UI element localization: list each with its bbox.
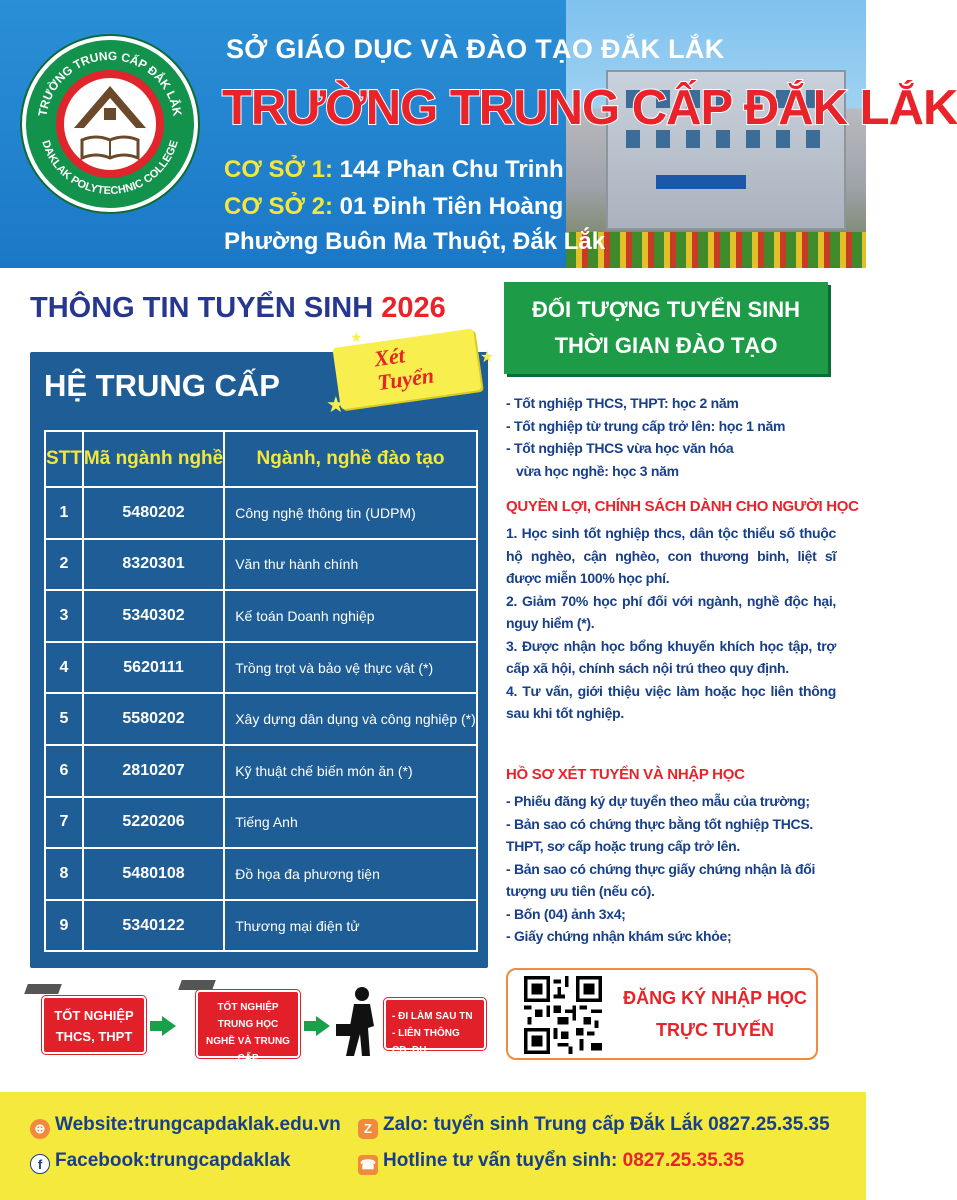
hotline-line[interactable] [358, 1150, 744, 1175]
table-row [45, 900, 477, 952]
arrow-right-icon [316, 1016, 330, 1036]
col-code: Mã ngành nghề [83, 431, 224, 487]
benefit-item: 3. Được nhận học bổng khuyến khích học tập, trợ cấp xã hội, chính sách nội trú theo quy định. [506, 637, 836, 676]
documents-list [506, 790, 836, 948]
businessman-icon [334, 986, 384, 1058]
graduation-cap-icon [24, 984, 62, 994]
register-line-1: ĐĂNG KÝ NHẬP HỌC [623, 988, 807, 1008]
row-stt: 9 [45, 900, 83, 952]
department-name: SỞ GIÁO DỤC VÀ ĐÀO TẠO ĐẮK LẮK [226, 34, 725, 64]
col-major: Ngành, nghề đào tạo [224, 431, 477, 487]
admission-title [30, 292, 446, 325]
row-stt: 1 [45, 487, 83, 539]
row-code: 5340302 [83, 590, 224, 642]
register-line-2: TRỰC TUYẾN [656, 1020, 774, 1040]
row-code: 5620111 [83, 642, 224, 694]
table-header-row [45, 431, 477, 487]
globe-icon: ⊕ [30, 1119, 50, 1139]
row-code: 5480202 [83, 487, 224, 539]
school-name: TRƯỜNG TRUNG CẤP ĐẮK LẮK [222, 81, 957, 135]
footer-contact-bar [0, 1092, 866, 1200]
website-text[interactable]: Website:trungcapdaklak.edu.vn [55, 1114, 341, 1135]
hotline-number[interactable]: 0827.25.35.35 [622, 1150, 745, 1171]
duration-item: - Tốt nghiệp từ trung cấp trở lên: học 1 năm [506, 417, 786, 434]
campus-1-address: 144 Phan Chu Trinh [339, 156, 564, 183]
campus-1 [224, 156, 564, 184]
row-major: Tiếng Anh [224, 797, 477, 849]
zalo-line[interactable] [358, 1114, 830, 1139]
target-duration-box [504, 282, 828, 374]
table-row [45, 848, 477, 900]
website-line[interactable] [30, 1114, 341, 1139]
pathway-step-3-line-2: - LIÊN THÔNG CĐ, ĐH [392, 1028, 460, 1056]
row-major: Công nghệ thông tin (UDPM) [224, 487, 477, 539]
row-code: 5220206 [83, 797, 224, 849]
row-code: 8320301 [83, 539, 224, 591]
majors-table [44, 430, 478, 952]
row-stt: 8 [45, 848, 83, 900]
document-item: - Bản sao có chứng thực bằng tốt nghiệp THCS. THPT, sơ cấp hoặc trung cấp trở lên. [506, 815, 813, 854]
benefit-item: 2. Giảm 70% học phí đối với ngành, nghề độc hại, nguy hiểm (*). [506, 592, 836, 631]
duration-item: - Tốt nghiệp THCS, THPT: học 2 năm [506, 395, 739, 411]
row-stt: 7 [45, 797, 83, 849]
facebook-icon: f [30, 1154, 50, 1174]
star-icon: ★ [326, 392, 346, 417]
campus-2-label: CƠ SỞ 2: [224, 193, 333, 220]
duration-list [506, 392, 836, 482]
row-stt: 4 [45, 642, 83, 694]
campus-2 [224, 193, 563, 221]
badge-line-1: Xét [372, 342, 407, 372]
row-stt: 3 [45, 590, 83, 642]
duration-item: vừa học nghề: học 3 năm [516, 462, 679, 479]
row-stt: 2 [45, 539, 83, 591]
svg-text:TRƯỜNG TRUNG CẤP ĐẮK LẮK: TRƯỜNG TRUNG CẤP ĐẮK LẮK [35, 48, 185, 118]
table-row [45, 642, 477, 694]
row-stt: 6 [45, 745, 83, 797]
row-major: Kế toán Doanh nghiệp [224, 590, 477, 642]
row-stt: 5 [45, 693, 83, 745]
ward-address: Phường Buôn Ma Thuột, Đắk Lắk [224, 228, 606, 255]
green-box-line-2: THỜI GIAN ĐÀO TẠO [554, 333, 778, 358]
row-major: Văn thư hành chính [224, 539, 477, 591]
campus-1-label: CƠ SỞ 1: [224, 156, 333, 183]
row-major: Trồng trọt và bảo vệ thực vật (*) [224, 642, 477, 694]
star-icon: ★ [350, 329, 363, 345]
hotline-label: Hotline tư vấn tuyển sinh: [383, 1150, 618, 1171]
admission-title-text: THÔNG TIN TUYỂN SINH [30, 292, 374, 324]
school-logo [22, 36, 198, 212]
row-code: 5480108 [83, 848, 224, 900]
document-item: - Phiếu đăng ký dự tuyển theo mẫu của trường; [506, 793, 810, 809]
row-major: Đồ họa đa phương tiện [224, 848, 477, 900]
row-code: 5580202 [83, 693, 224, 745]
building-sign [656, 175, 746, 189]
table-row [45, 590, 477, 642]
graduation-cap-icon [178, 980, 216, 990]
documents-title: HỒ SƠ XÉT TUYỂN VÀ NHẬP HỌC [506, 766, 745, 783]
svg-text:DAKLAK POLYTECHNIC COLLEGE: DAKLAK POLYTECHNIC COLLEGE [39, 138, 181, 198]
table-row [45, 539, 477, 591]
row-code: 2810207 [83, 745, 224, 797]
online-register-box[interactable] [506, 968, 818, 1060]
zalo-icon: Z [358, 1119, 378, 1139]
benefit-item: 1. Học sinh tốt nghiệp thcs, dân tộc thiểu số thuộc hộ nghèo, cận nghèo, con thương binh, liệt sĩ được miễn 100% học phí. [506, 525, 836, 586]
arrow-right-icon [162, 1016, 176, 1036]
pathway-step-3-line-1: - ĐI LÀM SAU TN [392, 1011, 473, 1022]
campus-2-address: 01 Đinh Tiên Hoàng [339, 193, 564, 220]
benefit-item: 4. Tư vấn, giới thiệu việc làm hoặc học liên thông sau khi tốt nghiệp. [506, 682, 836, 721]
pathway-step-3 [384, 998, 486, 1056]
zalo-text[interactable]: Zalo: tuyển sinh Trung cấp Đắk Lắk 0827.25.35.35 [383, 1114, 830, 1135]
admission-year: 2026 [381, 292, 446, 324]
row-major: Kỹ thuật chế biến món ăn (*) [224, 745, 477, 797]
duration-item: - Tốt nghiệp THCS vừa học văn hóa [506, 440, 734, 456]
facebook-line[interactable] [30, 1150, 290, 1174]
row-major: Thương mại điện tử [224, 900, 477, 952]
green-box-line-1: ĐỐI TƯỢNG TUYỂN SINH [531, 297, 801, 322]
star-icon: ★ [480, 349, 495, 366]
pathway-step-2: TỐT NGHIỆP TRUNG HỌC NGHỀ VÀ TRUNG CẤP [196, 990, 300, 1058]
table-row [45, 487, 477, 539]
row-major: Xây dựng dân dụng và công nghiệp (*) [224, 693, 477, 745]
qr-code-icon[interactable] [524, 976, 602, 1054]
document-item: - Giấy chứng nhận khám sức khỏe; [506, 928, 732, 944]
table-row [45, 745, 477, 797]
document-item: - Bản sao có chứng thực giấy chứng nhận là đối tượng ưu tiên (nếu có). [506, 860, 816, 899]
row-code: 5340122 [83, 900, 224, 952]
col-stt: STT [45, 431, 83, 487]
system-title: HỆ TRUNG CẤP [44, 368, 280, 403]
phone-icon: ☎ [358, 1155, 378, 1175]
header-banner [0, 0, 957, 268]
table-row [45, 797, 477, 849]
badge-line-2: Tuyển [375, 362, 436, 396]
pathway-step-1: TỐT NGHIỆP THCS, THPT [42, 996, 146, 1054]
benefits-list [506, 522, 836, 725]
document-item: - Bốn (04) ảnh 3x4; [506, 905, 626, 922]
benefits-title: QUYỀN LỢI, CHÍNH SÁCH DÀNH CHO NGƯỜI HỌC [506, 498, 859, 515]
facebook-text[interactable]: Facebook:trungcapdaklak [55, 1150, 291, 1171]
table-row [45, 693, 477, 745]
